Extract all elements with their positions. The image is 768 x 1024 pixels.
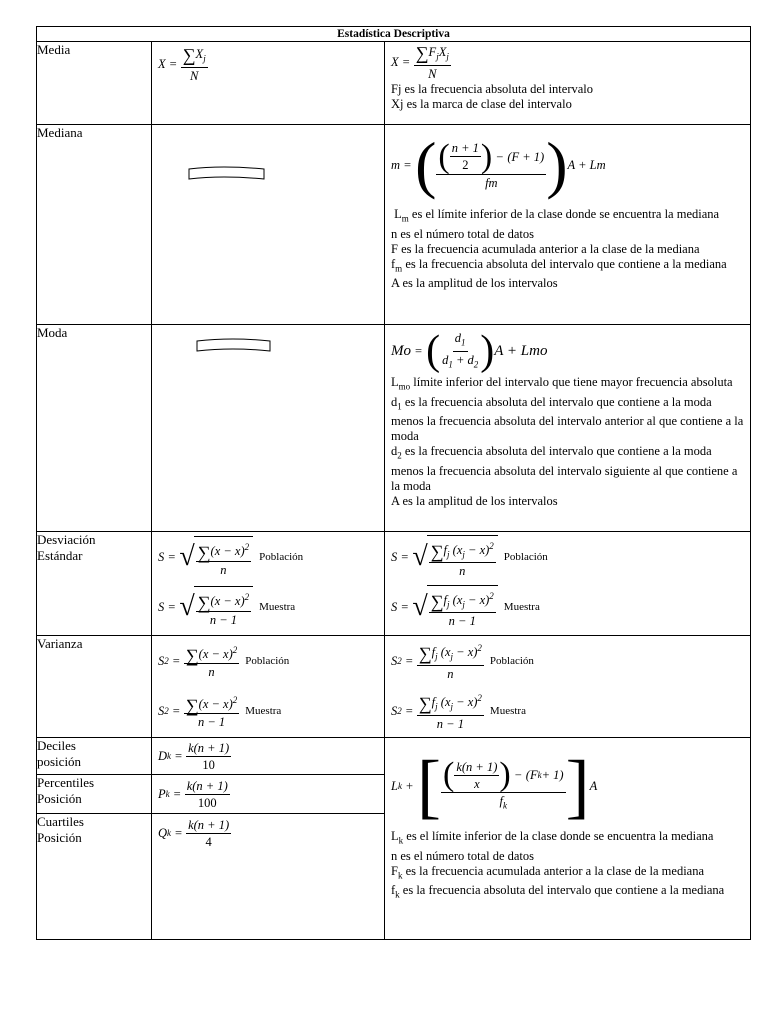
row-label-mediana: Mediana xyxy=(37,125,152,325)
formula-table xyxy=(36,26,751,940)
desviacion-formula-simple: S = √ $\frac{\sum(x - x)^2}{n}$ Población S = √ $\frac{\sum(x - x)^2}{n - 1}$ Muestra xyxy=(152,532,385,636)
table-title: Estadística Descriptiva xyxy=(37,27,751,42)
posicion-formula: L k + [ ( $\frac{k(n + 1)}{x}$ ) − (F k + 1) $f_k$ ] A $L_k$ es el límite inferior de la clase donde se encuentra la mediana n es el número total de datos $F_k$ es la frecuencia acumulada anterior a la clase de la mediana $f_k$ es la frecuencia absoluta del intervalo que contiene a la mediana xyxy=(385,738,751,940)
varianza-formula-simple: S 2 = $\frac{\sum(x - x)^2}{n}$ Población S 2 = $\frac{\sum(x - x)^2}{n - 1}$ Muestra xyxy=(152,636,385,738)
moda-placeholder xyxy=(152,325,385,532)
mediana-formula: m = ( ( $\frac{n + 1}{2}$ ) − (F + 1) fm ) A + Lm $L_m$ es el límite inferior de la clase donde se encuentra la mediana n es el número total de datos F es la frecuencia acumulada anterior a la clase de la mediana $f_m$ es la frecuencia absoluta del intervalo que contiene a la mediana A es la amplitud de los intervalos xyxy=(385,125,751,325)
row-label-percentiles: Percentiles Posición xyxy=(37,775,152,814)
cuartiles-formula: Q k = $\frac{k(n + 1)}{4}$ xyxy=(152,814,385,940)
mediana-placeholder xyxy=(152,125,385,325)
media-formula-grouped: X = $\frac{\sum F_jX_j}{N}$ Fj es la frecuencia absoluta del intervalo Xj es la marca de clase del intervalo xyxy=(385,42,751,125)
row-label-desviacion: Desviación Estándar xyxy=(37,532,152,636)
deciles-formula: D k = $\frac{k(n + 1)}{10}$ xyxy=(152,738,385,775)
media-formula-simple: X = $\frac{\sum X_j}{N}$ xyxy=(152,42,385,125)
posicion-notes: $L_k$ es el límite inferior de la clase donde se encuentra la mediana n es el número total de datos $F_k$ es la frecuencia acumulada anterior a la clase de la mediana $f_k$ es la frecuencia absoluta del intervalo que contiene a la mediana xyxy=(391,829,725,900)
percentiles-formula: P k = $\frac{k(n + 1)}{100}$ xyxy=(152,775,385,814)
moda-formula: Mo = ( $\frac{d_1}{d_1 + d_2}$ ) A + Lmo $L_{mo}$ límite inferior del intervalo que tiene mayor frecuencia absoluta $d_1$ es la frecuencia absoluta del intervalo que contiene a la moda menos la frecuencia absoluta del intervalo anterior al que contiene a la moda $d_2$ es la frecuencia absoluta del intervalo que contiene a la moda menos la frecuencia absoluta del intervalo siguiente al que contiene a la moda A es la amplitud de los intervalos xyxy=(385,325,751,532)
row-label-media: Media xyxy=(37,42,152,125)
mediana-notes: $L_m$ es el límite inferior de la clase donde se encuentra la mediana n es el número total de datos F es la frecuencia acumulada anterior a la clase de la mediana $f_m$ es la frecuencia absoluta del intervalo que contiene a la mediana A es la amplitud de los intervalos xyxy=(391,207,727,290)
row-label-cuartiles: Cuartiles Posición xyxy=(37,814,152,940)
varianza-formula-grouped: S 2 = $\frac{\sum f_j (x_j - x)^2}{n}$ Población S 2 = $\frac{\sum f_j (x_j - x)^2}{n - 1}$ Muestra xyxy=(385,636,751,738)
desviacion-formula-grouped: S = √ $\frac{\sum f_j (x_j - x)^2}{n}$ Población S = √ $\frac{\sum f_j (x_j - x)^2}{n - 1}$ Muestra xyxy=(385,532,751,636)
media-notes: Fj es la frecuencia absoluta del intervalo Xj es la marca de clase del intervalo xyxy=(391,81,594,111)
row-label-deciles: Deciles posición xyxy=(37,738,152,775)
row-label-moda: Moda xyxy=(37,325,152,532)
row-label-varianza: Varianza xyxy=(37,636,152,738)
placeholder-shape xyxy=(152,125,385,325)
placeholder-shape xyxy=(152,325,385,532)
moda-notes: $L_{mo}$ límite inferior del intervalo que tiene mayor frecuencia absoluta $d_1$ es la frecuencia absoluta del intervalo que contiene a la moda menos la frecuencia absoluta del intervalo anterior al que contiene a la moda $d_2$ es la frecuencia absoluta del intervalo que contiene a la moda menos la frecuencia absoluta del intervalo siguiente al que contiene a la moda A es la amplitud de los intervalos xyxy=(391,375,744,508)
